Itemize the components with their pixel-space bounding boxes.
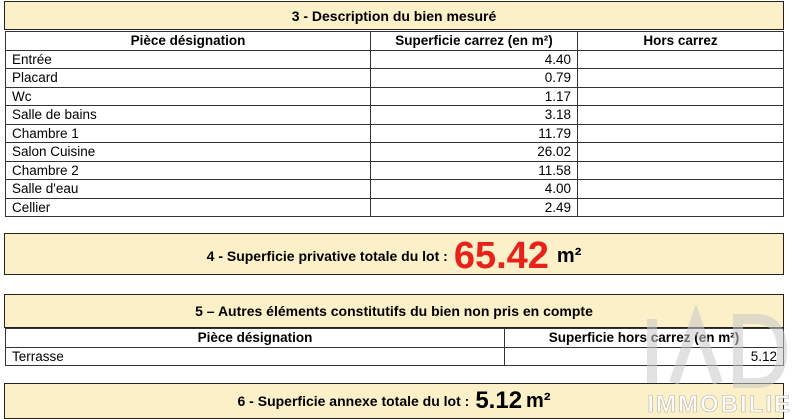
piece-cell: Salle de bains <box>6 106 371 125</box>
piece-cell: Entrée <box>6 50 371 69</box>
col-header-hors-carrez-surface: Superficie hors carrez (en m²) <box>505 329 784 348</box>
table-row <box>6 87 784 106</box>
table-row <box>6 50 784 69</box>
carrez-cell: 2.49 <box>371 198 578 217</box>
piece-cell: Chambre 1 <box>6 124 371 143</box>
carrez-cell: 0.79 <box>371 69 578 88</box>
col-header-piece: Pièce désignation <box>6 329 505 348</box>
piece-cell: Salon Cuisine <box>6 143 371 162</box>
table-row <box>6 69 784 88</box>
piece-cell: Salle d'eau <box>6 180 371 199</box>
section-4-unit: m² <box>556 244 582 267</box>
section-4-total-box <box>4 233 784 275</box>
col-header-carrez: Superficie carrez (en m²) <box>371 32 578 51</box>
piece-cell: Terrasse <box>6 347 505 366</box>
section-3-table <box>5 31 784 217</box>
hors-cell <box>578 87 784 106</box>
piece-cell: Cellier <box>6 198 371 217</box>
hors-cell <box>578 69 784 88</box>
section-5-title <box>4 294 784 328</box>
section-6-value: 5.12 <box>475 387 523 414</box>
section-6-unit: m² <box>526 389 551 412</box>
section-3-title-text: 3 - Description du bien mesuré <box>291 7 497 24</box>
col-header-hors-carrez: Hors carrez <box>578 32 784 51</box>
table-row <box>6 347 784 366</box>
hors-cell <box>578 50 784 69</box>
piece-cell: Placard <box>6 69 371 88</box>
table-header-row <box>6 32 784 51</box>
section-4-label: 4 - Superficie privative totale du lot : <box>206 248 448 264</box>
section-5-title-text: 5 – Autres éléments constitutifs du bien non pris en compte <box>195 303 593 319</box>
piece-cell: Wc <box>6 87 371 106</box>
carrez-cell: 1.17 <box>371 87 578 106</box>
table-row <box>6 180 784 199</box>
table-row <box>6 106 784 125</box>
section-6-label: 6 - Superficie annexe totale du lot : <box>237 393 470 409</box>
carrez-cell: 11.79 <box>371 124 578 143</box>
section-3-title <box>4 1 784 30</box>
table-row <box>6 124 784 143</box>
carrez-cell: 11.58 <box>371 161 578 180</box>
table-row <box>6 143 784 162</box>
hors-cell <box>578 161 784 180</box>
table-row <box>6 198 784 217</box>
piece-cell: Chambre 2 <box>6 161 371 180</box>
col-header-piece: Pièce désignation <box>6 32 371 51</box>
hors-cell <box>578 106 784 125</box>
carrez-cell: 3.18 <box>371 106 578 125</box>
surface-cell: 5.12 <box>505 347 784 366</box>
section-5-table <box>5 328 784 366</box>
hors-cell <box>578 198 784 217</box>
section-4-value: 65.42 <box>453 235 549 277</box>
section-6-total-box <box>4 383 784 419</box>
watermark-text: IMMOBILIE <box>647 391 792 418</box>
table-header-row <box>6 329 784 348</box>
carrez-cell: 4.00 <box>371 180 578 199</box>
hors-cell <box>578 180 784 199</box>
hors-cell <box>578 143 784 162</box>
carrez-cell: 4.40 <box>371 50 578 69</box>
table-row <box>6 161 784 180</box>
carrez-cell: 26.02 <box>371 143 578 162</box>
hors-cell <box>578 124 784 143</box>
